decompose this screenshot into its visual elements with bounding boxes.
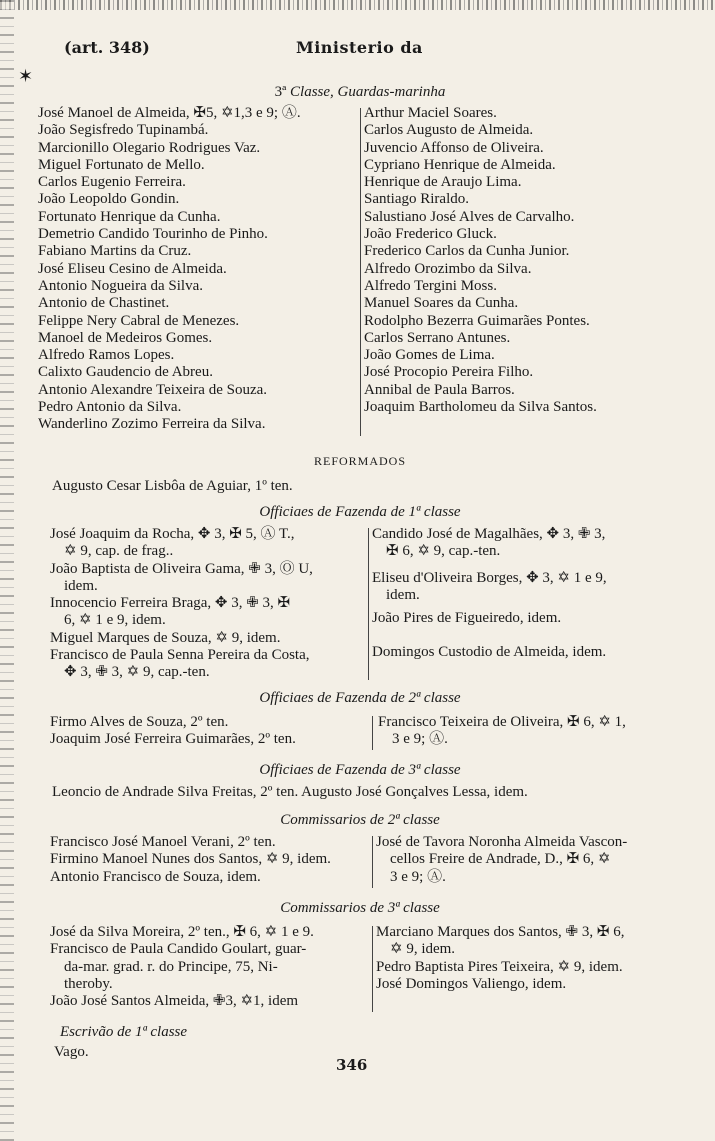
list-item: Frederico Carlos da Cunha Junior. — [364, 243, 570, 260]
margin-mark-icon: ✶ — [18, 66, 34, 87]
list-item: Firmo Alves de Souza, 2º ten. — [50, 714, 229, 730]
column-divider — [368, 528, 369, 680]
fazenda-1-left-column — [50, 526, 366, 682]
list-item: Alfredo Tergini Moss. — [364, 277, 497, 294]
fazenda-1-right-column — [372, 526, 692, 662]
column-divider — [372, 716, 373, 750]
ministry-title: Ministerio da — [296, 38, 423, 57]
list-item: Demetrio Candido Tourinho de Pinho. — [38, 226, 268, 243]
list-item: Salustiano José Alves de Carvalho. — [364, 208, 575, 225]
article-ref: (art. 348) — [64, 38, 150, 57]
list-item: Wanderlino Zozimo Ferreira da Silva. — [38, 416, 266, 433]
list-item: Felippe Nery Cabral de Menezes. — [38, 312, 240, 329]
list-item: Rodolpho Bezerra Guimarães Pontes. — [364, 312, 590, 329]
list-item: Antonio Francisco de Souza, idem. — [50, 868, 261, 885]
guardas-marinha-right-column — [364, 105, 694, 416]
list-item-continuation: da-mar. grad. r. do Principe, 75, Ni- — [64, 958, 278, 975]
list-item: Antonio Nogueira da Silva. — [38, 277, 203, 294]
list-item: Marciano Marques dos Santos, ✙ 3, ✠ 6, — [376, 924, 625, 940]
list-item-continuation: ✡ 9, idem. — [390, 941, 456, 958]
list-item-continuation: idem. — [386, 586, 420, 603]
list-item: Pedro Antonio da Silva. — [38, 399, 182, 416]
list-item: João José Santos Almeida, ✙3, ✡1, idem — [50, 993, 299, 1010]
list-item-continuation: 6, ✡ 1 e 9, idem. — [64, 612, 166, 629]
list-item: João Baptista de Oliveira Gama, ✙ 3, Ⓞ U, — [50, 560, 313, 577]
list-item-continuation: ✠ 6, ✡ 9, cap.-ten. — [386, 543, 501, 560]
list-item: Miguel Marques de Souza, ✡ 9, idem. — [50, 629, 281, 646]
commissarios-2-right-column — [376, 834, 694, 886]
guardas-marinha-left-column — [38, 105, 356, 434]
list-item: Alfredo Ramos Lopes. — [38, 347, 175, 364]
list-item-continuation: theroby. — [64, 975, 113, 992]
list-item: Arthur Maciel Soares. — [364, 105, 497, 121]
list-item-continuation: cellos Freire de Andrade, D., ✠ 6, ✡ — [390, 851, 611, 868]
list-item-continuation: 3 e 9; Ⓐ. — [392, 731, 448, 748]
list-item: Firmino Manoel Nunes dos Santos, ✡ 9, idem. — [50, 851, 331, 868]
section-title-guardas-marinha: 3ª Classe, Guardas-marinha — [274, 84, 446, 100]
section-title-fazenda-2: Officiaes de Fazenda de 2ª classe — [259, 690, 461, 706]
page-number: 346 — [336, 1056, 368, 1074]
list-item-continuation: ✡ 9, cap. de frag.. — [64, 543, 174, 560]
list-item: João Frederico Gluck. — [364, 226, 497, 243]
fazenda-3-entries: Leoncio de Andrade Silva Freitas, 2º ten. Augusto José Gonçalves Lessa, idem. — [52, 784, 528, 800]
list-item: Carlos Augusto de Almeida. — [364, 122, 534, 139]
list-item: Francisco de Paula Candido Goulart, guar- — [50, 941, 307, 958]
list-item: Henrique de Araujo Lima. — [364, 174, 522, 191]
fazenda-2-left-column — [50, 714, 368, 749]
section-title-commissarios-2: Commissarios de 2ª classe — [280, 812, 440, 828]
section-title-commissarios-3: Commissarios de 3ª classe — [280, 900, 440, 916]
list-item: José Joaquim da Rocha, ✥ 3, ✠ 5, Ⓐ T., — [50, 526, 295, 542]
list-item: Miguel Fortunato de Mello. — [38, 156, 205, 173]
running-head — [64, 38, 664, 62]
list-item: Innocencio Ferreira Braga, ✥ 3, ✙ 3, ✠ — [50, 595, 291, 612]
list-item: Fabiano Martins da Cruz. — [38, 243, 192, 260]
list-item: Carlos Serrano Antunes. — [364, 329, 511, 346]
section-title-fazenda-1: Officiaes de Fazenda de 1ª classe — [259, 504, 461, 520]
list-item: José Manoel de Almeida, ✠5, ✡1,3 e 9; Ⓐ. — [38, 105, 301, 121]
column-divider — [372, 836, 373, 888]
column-divider — [360, 108, 361, 436]
list-item: Cypriano Henrique de Almeida. — [364, 156, 556, 173]
list-item: Francisco José Manoel Verani, 2º ten. — [50, 834, 276, 850]
list-item: Joaquim José Ferreira Guimarães, 2º ten. — [50, 731, 296, 748]
commissarios-3-left-column — [50, 924, 368, 1010]
list-item: Manuel Soares da Cunha. — [364, 295, 519, 312]
list-item: João Segisfredo Tupinambá. — [38, 122, 209, 139]
section-title-fazenda-3: Officiaes de Fazenda de 3ª classe — [259, 762, 461, 778]
list-item: Pedro Baptista Pires Teixeira, ✡ 9, idem. — [376, 958, 623, 975]
list-item: João Leopoldo Gondin. — [38, 191, 180, 208]
list-item: Francisco de Paula Senna Pereira da Costa, — [50, 647, 310, 664]
list-item: Eliseu d'Oliveira Borges, ✥ 3, ✡ 1 e 9, — [372, 569, 607, 586]
list-item: Juvencio Affonso de Oliveira. — [364, 139, 544, 156]
escrivao-entry: Vago. — [54, 1044, 89, 1060]
list-item: José Eliseu Cesino de Almeida. — [38, 260, 227, 277]
list-item: João Gomes de Lima. — [364, 347, 495, 364]
section-title-reformados: REFORMADOS — [313, 454, 407, 468]
list-item: José de Tavora Noronha Almeida Vascon- — [376, 834, 628, 850]
list-item: Annibal de Paula Barros. — [364, 381, 515, 398]
list-item: Alfredo Orozimbo da Silva. — [364, 260, 532, 277]
list-item: José Procopio Pereira Filho. — [364, 364, 534, 381]
list-item: Antonio de Chastinet. — [38, 295, 170, 312]
fazenda-2-right-column — [378, 714, 694, 749]
section-title-escrivao: Escrivão de 1ª classe — [60, 1024, 188, 1040]
list-item-continuation: 3 e 9; Ⓐ. — [390, 868, 446, 885]
list-item: Domingos Custodio de Almeida, idem. — [372, 644, 607, 661]
list-item-continuation: idem. — [64, 577, 98, 594]
list-item-continuation: ✥ 3, ✙ 3, ✡ 9, cap.-ten. — [64, 664, 210, 681]
commissarios-2-left-column — [50, 834, 368, 886]
list-item: Antonio Alexandre Teixeira de Souza. — [38, 381, 268, 398]
list-item: Carlos Eugenio Ferreira. — [38, 174, 186, 191]
list-item: Santiago Riraldo. — [364, 191, 469, 208]
scan-edge-top — [0, 0, 715, 10]
column-divider — [372, 926, 373, 1012]
list-item: José da Silva Moreira, 2º ten., ✠ 6, ✡ 1 e 9. — [50, 924, 314, 940]
list-item: Fortunato Henrique da Cunha. — [38, 208, 221, 225]
list-item: Manoel de Medeiros Gomes. — [38, 329, 213, 346]
list-item: Marcionillo Olegario Rodrigues Vaz. — [38, 139, 261, 156]
list-item: Francisco Teixeira de Oliveira, ✠ 6, ✡ 1, — [378, 714, 626, 730]
list-item: José Domingos Valiengo, idem. — [376, 975, 567, 992]
reformado-entry: Augusto Cesar Lisbôa de Aguiar, 1º ten. — [52, 478, 293, 494]
list-item: João Pires de Figueiredo, idem. — [372, 610, 562, 627]
list-item: Joaquim Bartholomeu da Silva Santos. — [364, 399, 597, 416]
list-item: Candido José de Magalhães, ✥ 3, ✙ 3, — [372, 526, 606, 542]
scan-edge-left — [0, 0, 14, 1141]
commissarios-3-right-column — [376, 924, 694, 993]
list-item: Calixto Gaudencio de Abreu. — [38, 364, 213, 381]
